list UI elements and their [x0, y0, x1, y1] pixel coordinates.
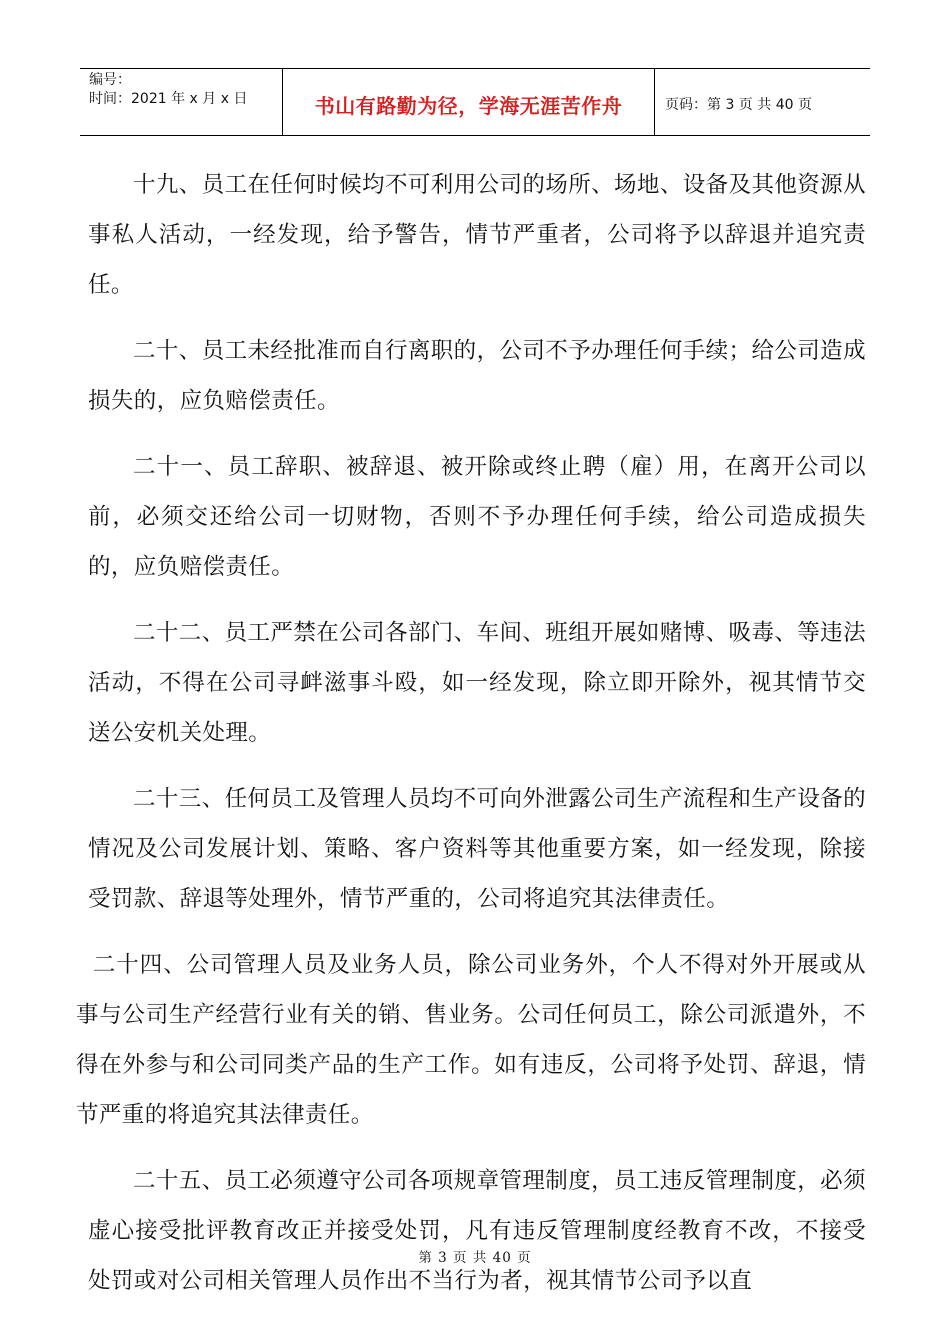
paragraph-21: 二十一、员工辞职、被辞退、被开除或终止聘（雇）用，在离开公司以前，必须交还给公司一切财物，否则不予办理任何手续，给公司造成损失的，应负赔偿责任。 [88, 454, 866, 580]
paragraph-25: 二十五、员工必须遵守公司各项规章管理制度，员工违反管理制度，必须虚心接受批评教育改正并接受处罚，凡有违反管理制度经教育不改，不接受处罚或对公司相关管理人员作出不当行为者，视其情节公司予以直 [88, 1168, 866, 1294]
document-date-label: 时间：2021 年 x 月 x 日 [89, 91, 248, 107]
paragraph-24: 二十四、公司管理人员及业务人员，除公司业务外，个人不得对外开展或从事与公司生产经营行业有关的销、售业务。公司任何员工，除公司派遣外，不得在外参与和公司同类产品的生产工作。如有违反，公司将予处罚、辞退，情节严重的将追究其法律责任。 [76, 952, 866, 1128]
paragraph-19: 十九、员工在任何时候均不可利用公司的场所、场地、设备及其他资源从事私人活动，一经发现，给予警告，情节严重者，公司将予以辞退并追究责任。 [88, 172, 866, 298]
paragraph-23: 二十三、任何员工及管理人员均不可向外泄露公司生产流程和生产设备的情况及公司发展计划、策略、客户资料等其他重要方案，如一经发现，除接受罚款、辞退等处理外，情节严重的，公司将追究其法律责任。 [88, 786, 866, 912]
page-header [80, 68, 870, 136]
document-number-label: 编号： [89, 72, 131, 88]
header-page-cell [655, 69, 870, 135]
paragraph-22: 二十二、员工严禁在公司各部门、车间、班组开展如赌博、吸毒、等违法活动，不得在公司寻衅滋事斗殴，如一经发现，除立即开除外，视其情节交送公安机关处理。 [88, 620, 866, 746]
header-motto-cell [283, 69, 655, 135]
header-meta-cell [80, 69, 283, 135]
motto-text: 书山有路勤为径，学海无涯苦作舟 [314, 93, 623, 118]
paragraph-20: 二十、员工未经批准而自行离职的，公司不予办理任何手续；给公司造成损失的，应负赔偿责任。 [88, 338, 866, 414]
footer-page-number: 第 3 页 共 40 页 [418, 1250, 532, 1266]
header-page-number: 页码：第 3 页 共 40 页 [665, 97, 812, 113]
page-footer [0, 1246, 950, 1266]
document-body [76, 160, 866, 1322]
